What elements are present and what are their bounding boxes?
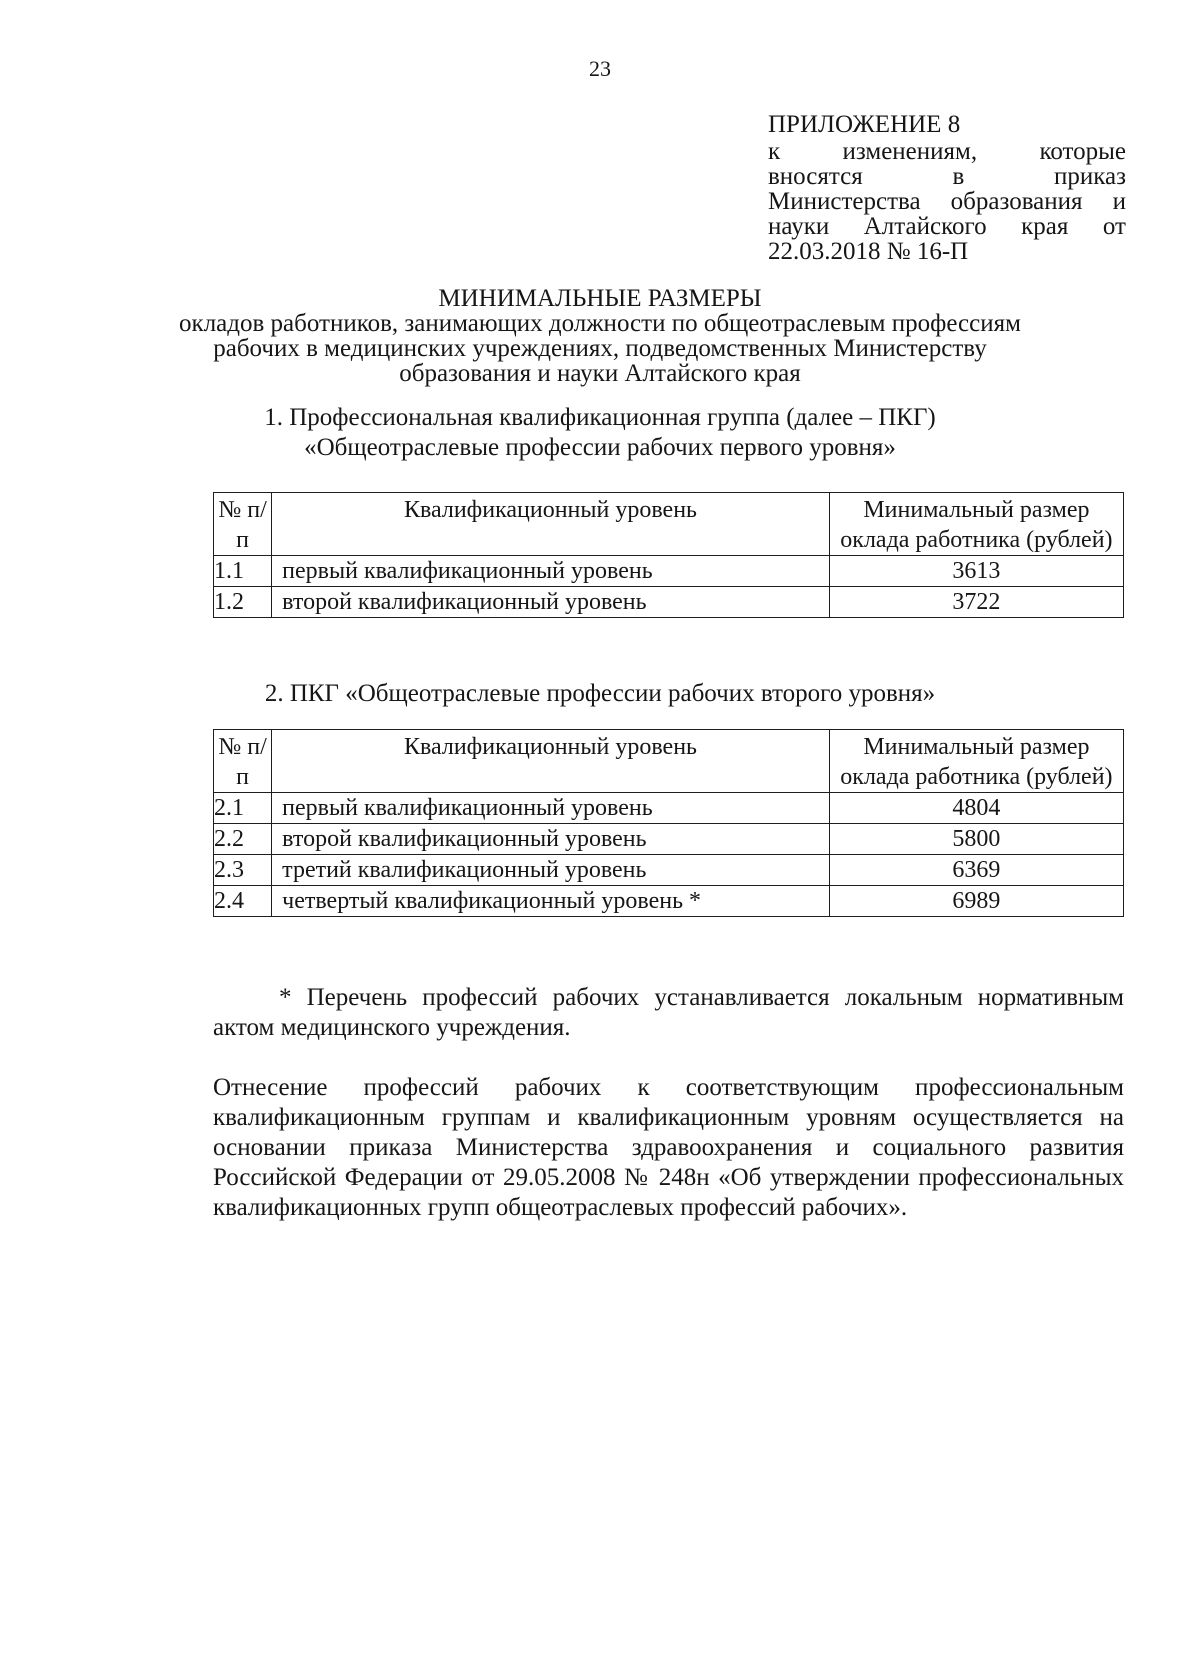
- appendix-line: Министерства образования и: [768, 188, 1126, 215]
- section2-table: [213, 729, 1124, 917]
- footnote: * Перечень профессий рабочих устанавливается локальным нормативным актом медицинского учреждения.: [213, 984, 1124, 1041]
- row-num: 2.1: [214, 793, 272, 824]
- row-num: 1.1: [214, 556, 272, 587]
- document-subtitle-line: окладов работников, занимающих должности по общеотраслевым профессиям: [179, 310, 1021, 337]
- document-subtitle-line: рабочих в медицинских учреждениях, подведомственных Министерству: [213, 335, 987, 362]
- appendix-header: [768, 112, 1126, 264]
- row-level: третий квалификационный уровень: [272, 855, 830, 886]
- row-level: первый квалификационный уровень: [272, 556, 830, 587]
- page-number: 23: [589, 56, 611, 81]
- row-salary: 4804: [829, 793, 1123, 824]
- row-level: первый квалификационный уровень: [272, 793, 830, 824]
- column-header-num: № п/п: [214, 493, 272, 556]
- row-level: четвертый квалификационный уровень *: [272, 886, 830, 917]
- appendix-title: ПРИЛОЖЕНИЕ 8: [768, 111, 961, 138]
- column-header-num: № п/п: [214, 730, 272, 793]
- row-num: 2.3: [214, 855, 272, 886]
- document-heading: МИНИМАЛЬНЫЕ РАЗМЕРЫ: [438, 285, 762, 312]
- column-header-level: Квалификационный уровень: [272, 493, 830, 556]
- table-row: [214, 886, 1124, 917]
- section1-heading-line: 1. Профессиональная квалификационная группа (далее – ПКГ): [264, 404, 936, 431]
- section2-heading-line: 2. ПКГ «Общеотраслевые профессии рабочих второго уровня»: [264, 680, 936, 707]
- column-header-salary: Минимальный размер оклада работника (рублей): [829, 730, 1123, 793]
- row-salary: 5800: [829, 824, 1123, 855]
- section1-heading-line: «Общеотраслевые профессии рабочих первого уровня»: [304, 434, 896, 461]
- basis-paragraph: Отнесение профессий рабочих к соответствующим профессиональным квалификационным группам и квалификационным уровням осуществляется на основании приказа Министерства здравоохранения и социального развития Российской Федерации от 29.05.2008 № 248н «Об утверждении профессиональных квалификационных групп общеотраслевых профессий рабочих».: [213, 1074, 1124, 1221]
- row-salary: 6369: [829, 855, 1123, 886]
- document-subtitle-line: образования и науки Алтайского края: [399, 360, 801, 387]
- section1-table: [213, 492, 1124, 618]
- table-row: [214, 793, 1124, 824]
- document-title: [0, 286, 1200, 386]
- row-num: 1.2: [214, 587, 272, 618]
- table-header-row: [214, 493, 1124, 556]
- table-row: [214, 587, 1124, 618]
- section2-heading: [0, 679, 1200, 709]
- row-num: 2.2: [214, 824, 272, 855]
- row-num: 2.4: [214, 886, 272, 917]
- row-level: второй квалификационный уровень: [272, 824, 830, 855]
- appendix-line: науки Алтайского края от: [768, 213, 1126, 240]
- table-row: [214, 556, 1124, 587]
- section1-heading: [0, 403, 1200, 463]
- table-header-row: [214, 730, 1124, 793]
- appendix-line: вносятся в приказ: [768, 163, 1126, 190]
- row-salary: 6989: [829, 886, 1123, 917]
- appendix-line: 22.03.2018 № 16-П: [768, 238, 969, 265]
- row-level: второй квалификационный уровень: [272, 587, 830, 618]
- row-salary: 3722: [829, 587, 1123, 618]
- appendix-line: к изменениям, которые: [768, 138, 1126, 165]
- table-row: [214, 824, 1124, 855]
- table-row: [214, 855, 1124, 886]
- row-salary: 3613: [829, 556, 1123, 587]
- column-header-level: Квалификационный уровень: [272, 730, 830, 793]
- column-header-salary: Минимальный размер оклада работника (рублей): [829, 493, 1123, 556]
